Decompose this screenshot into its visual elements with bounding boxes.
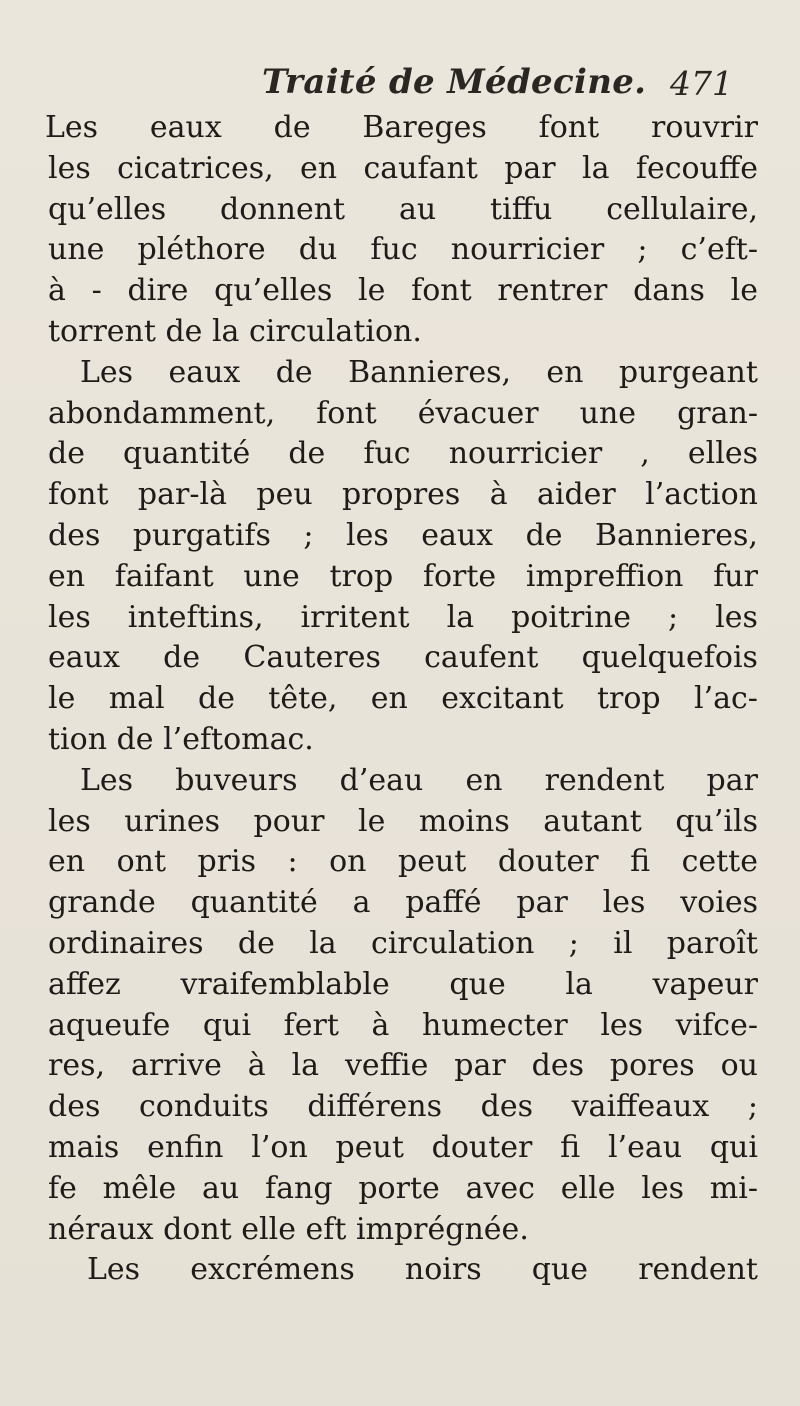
text-line: Les excrémens noirs que rendent <box>87 1252 758 1288</box>
text-line: eaux de Cauteres caufent quelquefois <box>48 640 758 676</box>
text-line: néraux dont elle eft imprégnée. <box>48 1211 529 1247</box>
text-line: à - dire qu’elles le font rentrer dans le <box>48 273 758 309</box>
text-line: ordinaires de la circulation ; il paroît <box>48 926 758 961</box>
text-line: tion de l’eftomac. <box>48 722 314 757</box>
text-line: mais enfin l’on peut douter fi l’eau qui <box>48 1130 758 1165</box>
text-line: Les eaux de Bannieres, en purgeant <box>80 354 758 390</box>
text-line: Les buveurs d’eau en rendent par <box>80 762 758 798</box>
text-line: fe mêle au fang porte avec elle les mi- <box>48 1170 758 1206</box>
text-line: affez vraifemblable que la vapeur <box>48 966 758 1002</box>
page-header <box>0 62 800 112</box>
text-line: aqueufe qui fert à humecter les vifce- <box>48 1007 758 1043</box>
text-line: en ont pris : on peut douter fi cette <box>48 844 758 880</box>
text-line: font par-là peu propres à aider l’action <box>48 477 758 513</box>
text-line: les urines pour le moins autant qu’ils <box>48 803 758 839</box>
text-line: les cicatrices, en caufant par la fecouffe <box>48 150 758 186</box>
text-line: Les eaux de Bareges font rouvrir <box>45 110 758 145</box>
text-line: en faifant une trop forte impreffion fur <box>48 558 758 594</box>
text-line: une pléthore du fuc nourricier ; c’eft- <box>48 232 758 268</box>
text-line: grande quantité a paffé par les voies <box>48 885 758 921</box>
text-line: des conduits différens des vaiffeaux ; <box>48 1089 758 1125</box>
text-line: res, arrive à la veffie par des pores ou <box>48 1048 758 1084</box>
text-line: des purgatifs ; les eaux de Bannieres, <box>48 518 758 553</box>
text-line: les inteftins, irritent la poitrine ; les <box>48 599 758 635</box>
text-line: de quantité de fuc nourricier , elles <box>48 436 758 472</box>
text-line: qu’elles donnent au tiffu cellulaire, <box>48 191 758 227</box>
text-line: torrent de la circulation. <box>48 314 422 349</box>
text-line: le mal de tête, en excitant trop l’ac- <box>48 681 758 717</box>
page-number: 471 <box>670 64 733 103</box>
text-line: abondamment, font évacuer une gran- <box>48 395 758 431</box>
running-title: Traité de Médecine. <box>262 62 647 102</box>
